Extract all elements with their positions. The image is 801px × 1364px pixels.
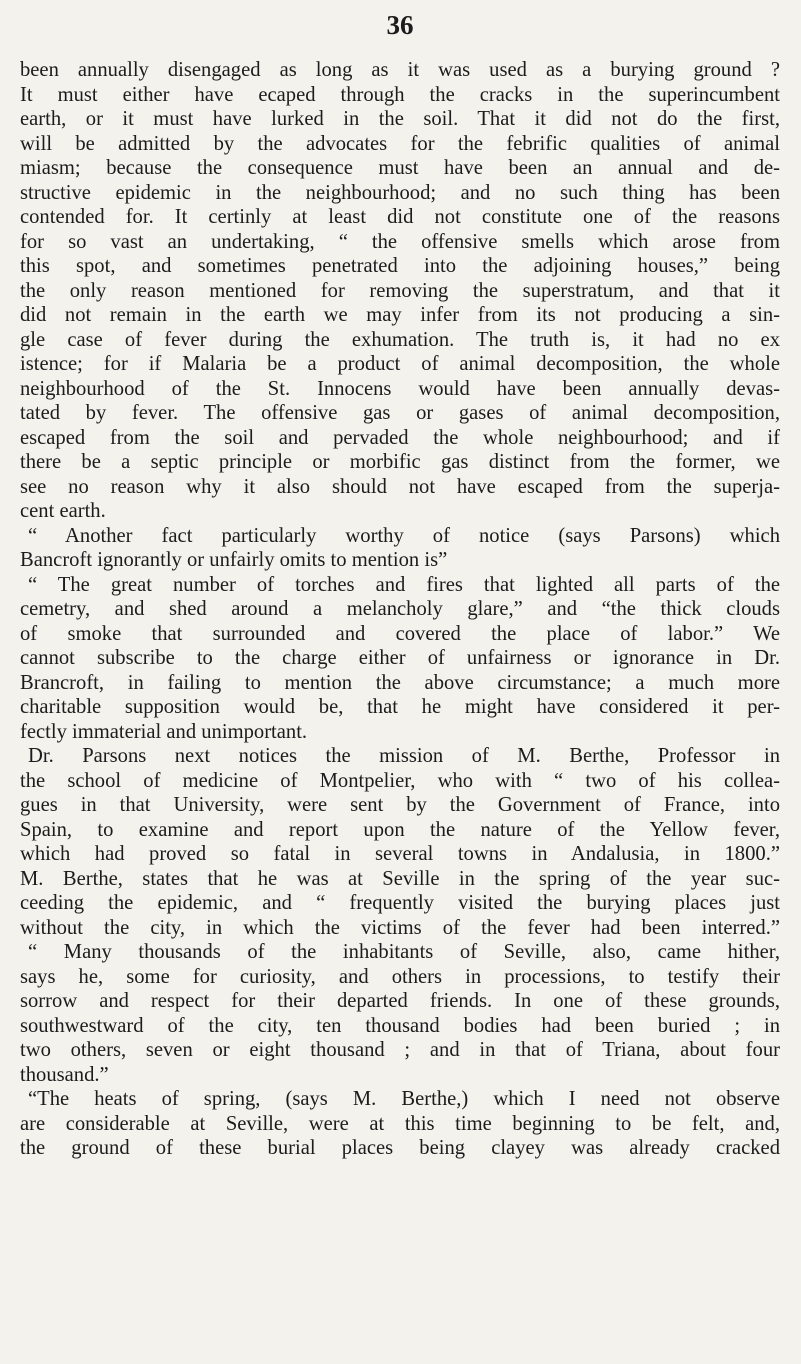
text-line: the school of medicine of Montpelier, who with “ two of his collea- — [20, 769, 780, 792]
text-line: Bancroft ignorantly or unfairly omits to mention is” — [20, 549, 448, 571]
page-number: 36 — [386, 10, 414, 40]
text-line: gle case of fever during the exhumation. The truth is, it had no ex — [20, 328, 780, 351]
text-line: are considerable at Seville, were at this time beginning to be felt, and, — [20, 1112, 780, 1135]
text-line: southwestward of the city, ten thousand bodies had been buried ; in — [20, 1014, 780, 1037]
body-text — [20, 58, 780, 1161]
text-line: neighbourhood of the St. Innocens would have been annually devas- — [20, 377, 780, 400]
text-line: “ Many thousands of the inhabitants of Seville, also, came hither, — [28, 941, 780, 963]
text-line: see no reason why it also should not have escaped from the superja- — [20, 475, 780, 498]
text-line: says he, some for curiosity, and others in processions, to testify their — [20, 965, 780, 988]
text-line: Dr. Parsons next notices the mission of M. Berthe, Professor in — [28, 745, 780, 767]
text-line: It must either have ecaped through the cracks in the superincumbent — [20, 83, 780, 106]
text-line: escaped from the soil and pervaded the whole neighbourhood; and if — [20, 426, 780, 449]
text-line: the only reason mentioned for removing the superstratum, and that it — [20, 279, 780, 302]
text-line: the ground of these burial places being clayey was already cracked — [20, 1137, 780, 1159]
text-line: miasm; because the consequence must have been an annual and de- — [20, 157, 780, 179]
text-line: M. Berthe, states that he was at Seville in the spring of the year suc- — [20, 867, 780, 890]
text-line: two others, seven or eight thousand ; and in that of Triana, about four — [20, 1039, 780, 1061]
text-line: contended for. It certinly at least did not constitute one of the reasons — [20, 206, 780, 228]
text-line: did not remain in the earth we may infer from its not producing a sin- — [20, 304, 780, 326]
text-line: cent earth. — [20, 500, 106, 522]
text-line: tated by fever. The offensive gas or gases of animal decomposition, — [20, 402, 780, 424]
text-line: thousand.” — [20, 1063, 109, 1086]
text-line: which had proved so fatal in several towns in Andalusia, in 1800.” — [20, 843, 780, 865]
text-line: structive epidemic in the neighbourhood; and no such thing has been — [20, 181, 780, 204]
text-line: charitable supposition would be, that he might have considered it per- — [20, 696, 780, 718]
text-line: fectly immaterial and unimportant. — [20, 720, 308, 743]
text-line: istence; for if Malaria be a product of animal decomposition, the whole — [20, 353, 780, 375]
text-line: there be a septic principle or morbific gas distinct from the former, we — [20, 451, 780, 473]
text-line: for so vast an undertaking, “ the offensive smells which arose from — [20, 230, 780, 253]
text-line: without the city, in which the victims of the fever had been interred.” — [20, 916, 780, 939]
text-line: sorrow and respect for their departed friends. In one of these grounds, — [20, 990, 780, 1012]
text-line: been annually disengaged as long as it was used as a burying ground ? — [20, 59, 780, 81]
text-line: Spain, to examine and report upon the nature of the Yellow fever, — [20, 818, 780, 841]
text-line: gues in that University, were sent by the Government of France, into — [20, 794, 780, 816]
text-line: “ The great number of torches and fires that lighted all parts of the — [28, 573, 780, 596]
text-line: earth, or it must have lurked in the soil. That it did not do the first, — [20, 108, 780, 130]
text-line: will be admitted by the advocates for the febrific qualities of animal — [20, 132, 780, 155]
text-line: of smoke that surrounded and covered the place of labor.” We — [20, 622, 780, 645]
text-line: Brancroft, in failing to mention the above circumstance; a much more — [20, 671, 780, 694]
text-line: ceeding the epidemic, and “ frequently visited the burying places just — [20, 892, 780, 914]
text-line: this spot, and sometimes penetrated into the adjoining houses,” being — [20, 255, 780, 277]
text-line: cemetry, and shed around a melancholy glare,” and “the thick clouds — [20, 598, 780, 620]
text-line: “The heats of spring, (says M. Berthe,) which I need not observe — [28, 1088, 780, 1110]
text-line: cannot subscribe to the charge either of unfairness or ignorance in Dr. — [20, 647, 780, 669]
text-line: “ Another fact particularly worthy of notice (says Parsons) which — [28, 524, 780, 547]
